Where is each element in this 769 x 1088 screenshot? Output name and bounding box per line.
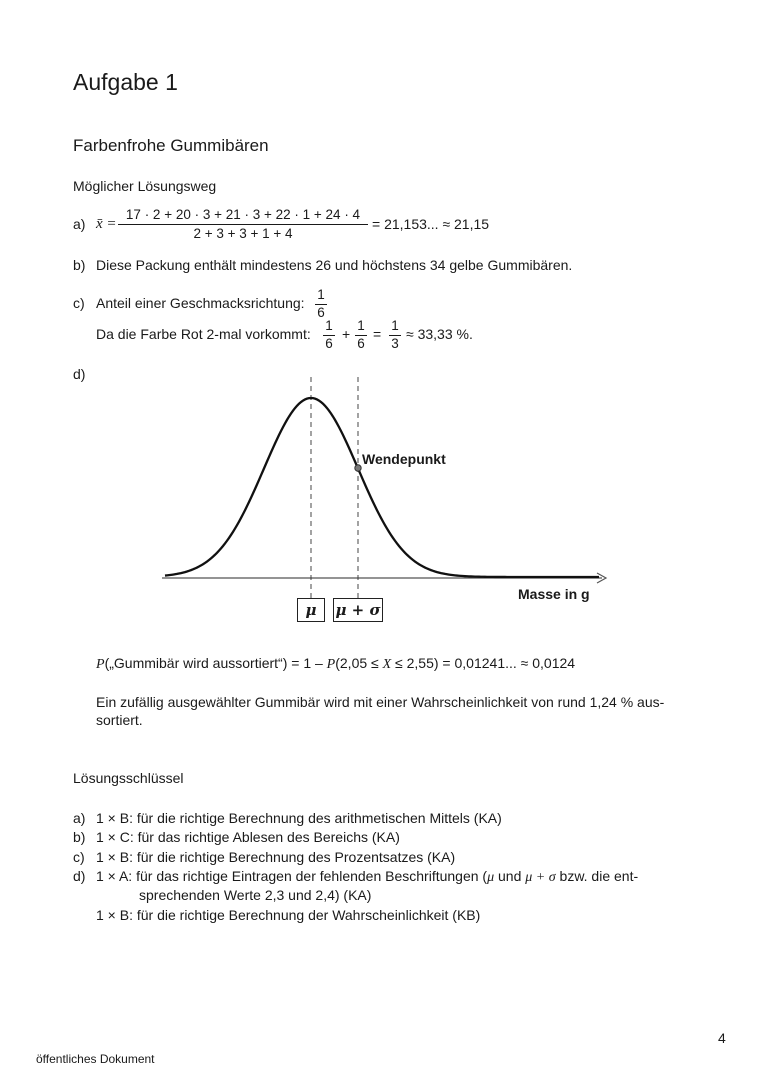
prob-X-symbol: X (382, 657, 392, 672)
page-number: 4 (718, 1030, 726, 1046)
mean-numerator: 17 · 2 + 20 · 3 + 21 · 3 + 22 · 1 + 24 · 4 (125, 207, 361, 222)
task-subtitle: Farbenfrohe Gummibären (73, 136, 269, 155)
mu-plus-sigma-label-box: μ + σ (333, 598, 383, 622)
percent-result: ≈ 33,33 %. (406, 326, 473, 342)
key-heading: Lösungsschlüssel (73, 770, 184, 786)
equals-sign: = (373, 326, 382, 342)
key-d-line-2: sprechenden Werte 2,3 und 2,4) (KA) (139, 887, 372, 903)
red-frac2-numerator: 1 (357, 318, 365, 333)
key-b-label: b) (73, 829, 86, 845)
prob-text-3: ≤ 2,55) = 0,01241... ≈ 0,0124 (391, 655, 576, 671)
key-d-plus-sigma: + σ (532, 870, 556, 885)
key-d-text-1a: 1 × A: für das richtige Eintragen der fehlenden Beschriftungen ( (96, 868, 488, 884)
part-b-label: b) (73, 257, 86, 273)
bell-curve (165, 398, 599, 577)
solution-heading: Möglicher Lösungsweg (73, 178, 217, 194)
part-c-label: c) (73, 295, 85, 311)
mean-denominator: 2 + 3 + 3 + 1 + 4 (193, 226, 293, 241)
key-a-text: 1 × B: für die richtige Berechnung des arithmetischen Mittels (KA) (96, 810, 502, 826)
key-d-mu: μ (487, 870, 495, 885)
x-axis-label: Masse in g (518, 586, 590, 602)
mu-label-box: μ (297, 598, 325, 622)
footer-label: öffentliches Dokument (36, 1052, 155, 1066)
key-d-mu-2: μ (525, 870, 533, 885)
prob-text-1: („Gummibär wird aussortiert“) = 1 – (104, 655, 327, 671)
probability-line (96, 655, 575, 673)
part-b-text: Diese Packung enthält mindestens 26 und höchstens 34 gelbe Gummibären. (96, 257, 573, 273)
key-b-text: 1 × C: für das richtige Ablesen des Bereichs (KA) (96, 829, 400, 845)
prob-P-symbol-2: P (326, 657, 336, 672)
key-d-und: und (494, 868, 526, 884)
key-d-line-1 (96, 868, 638, 886)
share-numerator: 1 (317, 287, 325, 302)
part-a-label: a) (73, 216, 86, 232)
key-c-label: c) (73, 849, 85, 865)
inflection-label: Wendepunkt (362, 451, 446, 467)
part-c-line2: Da die Farbe Rot 2-mal vorkommt: (96, 326, 311, 342)
prob-text-2: (2,05 ≤ (335, 655, 383, 671)
red-frac2-denominator: 6 (357, 336, 365, 351)
conclusion-line-2: sortiert. (96, 712, 143, 728)
inflection-point (355, 465, 361, 471)
part-c-line1: Anteil einer Geschmacksrichtung: (96, 295, 305, 311)
key-a-label: a) (73, 810, 86, 826)
plus-sign: + (342, 326, 351, 342)
key-c-text: 1 × B: für die richtige Berechnung des Prozentsatzes (KA) (96, 849, 456, 865)
mean-result: = 21,153... ≈ 21,15 (372, 216, 490, 232)
result-frac-numerator: 1 (391, 318, 399, 333)
key-d-label: d) (73, 868, 86, 884)
conclusion-line-1: Ein zufällig ausgewählter Gummibär wird mit einer Wahrscheinlichkeit von rund 1,24 % aus- (96, 694, 665, 710)
page-title: Aufgabe 1 (73, 69, 178, 95)
share-denominator: 6 (317, 305, 325, 320)
prob-P-symbol: P (96, 657, 105, 672)
mean-symbol: x̄ = (96, 216, 117, 232)
result-frac-denominator: 3 (391, 336, 399, 351)
red-frac1-numerator: 1 (325, 318, 333, 333)
key-d-text-1b: bzw. die ent- (555, 868, 639, 884)
key-d-line-3: 1 × B: für die richtige Berechnung der Wahrscheinlichkeit (KB) (96, 907, 481, 923)
red-frac1-denominator: 6 (325, 336, 333, 351)
part-d-label: d) (73, 366, 86, 382)
